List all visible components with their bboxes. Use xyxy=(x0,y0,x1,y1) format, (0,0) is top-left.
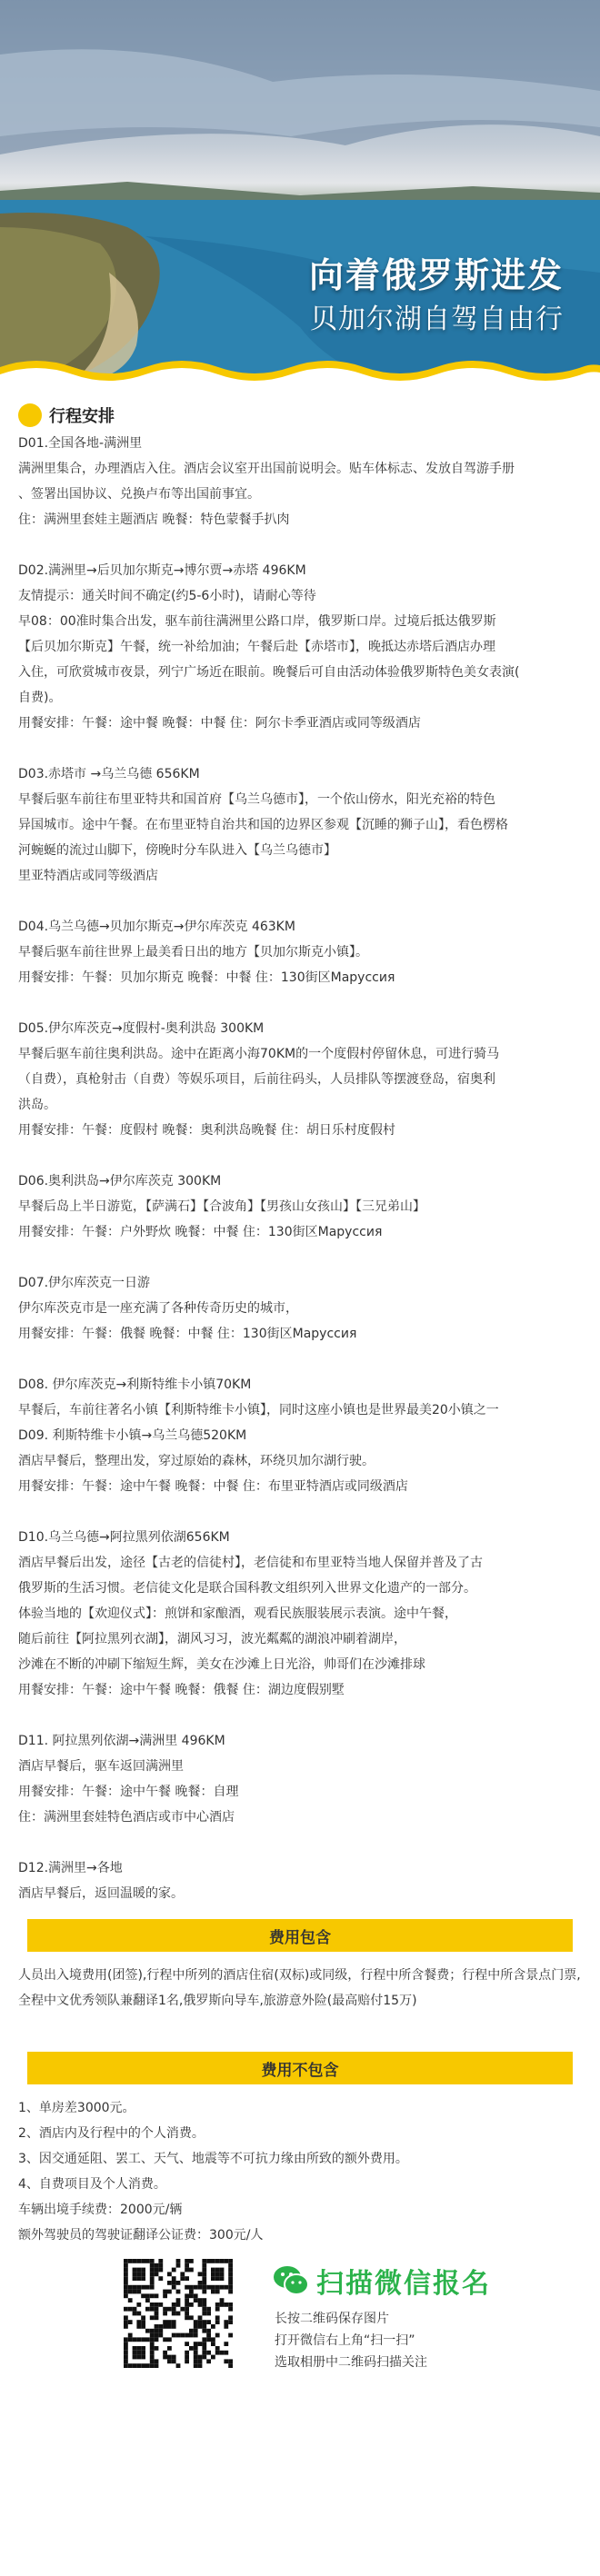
itinerary-line: 沙滩在不断的冲刷下缩短生辉，美女在沙滩上日光浴，帅哥们在沙滩排球 xyxy=(18,1657,425,1672)
itinerary-heading: 行程安排 xyxy=(49,407,115,426)
itinerary-line: 用餐安排：午餐：度假村 晚餐：奥利洪岛晚餐 住：胡日乐村度假村 xyxy=(18,1123,395,1138)
included-text: 人员出入境费用(团签),行程中所列的酒店住宿(双标)或同级，行程中所含餐费；行程中所含景点门票,全程中文优秀领队兼翻译1名,俄罗斯向导车,旅游意外险(最高赔付15万) xyxy=(18,1968,581,2008)
itinerary-line: 俄罗斯的生活习惯。老信徒文化是联合国科教文组织列入世界文化遗产的一部分。 xyxy=(18,1581,476,1596)
itinerary-line: 用餐安排：午餐：途中午餐 晚餐：俄餐 住：湖边度假别墅 xyxy=(18,1683,345,1697)
excluded-line: 3、因交通延阻、罢工、天气、地震等不可抗力缘由所致的额外费用。 xyxy=(18,2152,408,2166)
itinerary-line: 、签署出国协议、兑换卢布等出国前事宜。 xyxy=(18,487,260,502)
wechat-signup-text: 扫描微信报名 xyxy=(316,2268,491,2300)
excluded-line: 1、单房差3000元。 xyxy=(18,2101,135,2115)
itinerary-line: 洪岛。 xyxy=(18,1098,56,1112)
itinerary-line: 住：满洲里套娃主题酒店 晚餐：特色蒙餐手扒肉 xyxy=(18,512,290,527)
itinerary-line: 酒店早餐后，整理出发，穿过原始的森林，环绕贝加尔湖行驶。 xyxy=(18,1454,375,1468)
itinerary-line: 体验当地的【欢迎仪式】：煎饼和家酿酒，观看民族服装展示表演。途中午餐， xyxy=(18,1606,457,1621)
itinerary-line xyxy=(18,532,582,558)
bullet-dot-icon xyxy=(18,403,42,427)
itinerary-line: 早餐后驱车前往奥利洪岛。途中在距离小海70KM的一个度假村停留休息，可进行骑马 xyxy=(18,1047,500,1061)
itinerary-line: 酒店早餐后，驱车返回满洲里 xyxy=(18,1759,184,1774)
itinerary-line xyxy=(18,736,582,761)
itinerary-line xyxy=(18,889,582,914)
itinerary-line: 酒店早餐后出发，途径【古老的信徒村】，老信徒和布里亚特当地人保留并普及了古 xyxy=(18,1556,483,1570)
itinerary-line xyxy=(18,1703,582,1728)
itinerary-line: D03.赤塔市 →乌兰乌德 656KM xyxy=(18,767,200,781)
itinerary-line: 【后贝加尔斯克】午餐，统一补给加油；午餐后赴【赤塔市】，晚抵达赤塔后酒店办理 xyxy=(18,640,495,654)
itinerary-line xyxy=(18,1245,582,1270)
itinerary-line: 用餐安排：午餐：户外野炊 晚餐：中餐 住：130街区Маруссия xyxy=(18,1225,383,1239)
itinerary-line: 伊尔库茨克市是一座充满了各种传奇历史的城市， xyxy=(18,1301,298,1316)
itinerary-line: 随后前往【阿拉黑列衣湖】，湖风习习，波光粼粼的湖浪冲刷着湖岸， xyxy=(18,1632,406,1646)
itinerary-line: 河蜿蜒的流过山脚下，傍晚时分车队进入【乌兰乌德市】 xyxy=(18,843,336,858)
itinerary-line: 酒店早餐后，返回温暖的家。 xyxy=(18,1886,184,1901)
qr-instructions xyxy=(275,2308,427,2373)
itinerary-line: 用餐安排：午餐：俄餐 晚餐：中餐 住：130街区Маруссия xyxy=(18,1327,357,1341)
itinerary-line: D11. 阿拉黑列依湖→满洲里 496KM xyxy=(18,1734,225,1748)
itinerary-line: D10.乌兰乌德→阿拉黑列依湖656KM xyxy=(18,1530,230,1545)
itinerary-line: 早餐后驱车前往世界上最美看日出的地方【贝加尔斯克小镇】。 xyxy=(18,945,368,960)
hero-title: 向着俄罗斯进发 xyxy=(308,255,564,295)
itinerary-line xyxy=(18,1830,582,1855)
qr-step-3: 选取相册中二维码扫描关注 xyxy=(275,2355,427,2370)
itinerary-line: （自费），真枪射击（自费）等娱乐项目，后前往码头，人员排队等摆渡登岛，宿奥利 xyxy=(18,1072,495,1087)
qr-step-1: 长按二维码保存图片 xyxy=(275,2312,389,2326)
itinerary-line: 友情提示：通关时间不确定(约5-6小时)，请耐心等待 xyxy=(18,589,316,603)
excluded-line: 4、自费项目及个人消费。 xyxy=(18,2177,166,2192)
qr-code-image[interactable] xyxy=(124,2259,233,2368)
itinerary-line: 用餐安排：午餐：途中午餐 晚餐：自理 xyxy=(18,1785,239,1799)
hero-subtitle: 贝加尔湖自驾自由行 xyxy=(310,303,564,335)
itinerary-line: 用餐安排：午餐：途中餐 晚餐：中餐 住：阿尔卡季亚酒店或同等级酒店 xyxy=(18,716,421,731)
itinerary-line: D05.伊尔库茨克→度假村-奥利洪岛 300KM xyxy=(18,1021,265,1036)
itinerary-line: 自费)。 xyxy=(18,691,62,705)
itinerary-line: 用餐安排：午餐：途中午餐 晚餐：中餐 住：布里亚特酒店或同级酒店 xyxy=(18,1479,408,1494)
itinerary-line: D06.奥利洪岛→伊尔库茨克 300KM xyxy=(18,1174,222,1189)
itinerary-line: D04.乌兰乌德→贝加尔斯克→伊尔库茨克 463KM xyxy=(18,920,295,934)
itinerary-line xyxy=(18,1143,582,1169)
itinerary-line xyxy=(18,990,582,1016)
itinerary-line: 满洲里集合，办理酒店入住。酒店会议室开出国前说明会。贴车体标志、发放自驾游手册 xyxy=(18,462,515,476)
itinerary-line: D01.全国各地-满洲里 xyxy=(18,436,143,451)
itinerary-line: D09. 利斯特维卡小镇→乌兰乌德520KM xyxy=(18,1428,247,1443)
itinerary-line: 早餐后，车前往著名小镇【利斯特维卡小镇】，同时这座小镇也是世界最美20小镇之一 xyxy=(18,1403,499,1417)
qr-signup-section xyxy=(18,2253,582,2408)
itinerary-line: 早08：00准时集合出发，驱车前往满洲里公路口岸，俄罗斯口岸。过境后抵达俄罗斯 xyxy=(18,614,496,629)
wechat-signup-title xyxy=(273,2261,491,2301)
hero-banner xyxy=(0,0,600,382)
itinerary-line: 里亚特酒店或同等级酒店 xyxy=(18,869,158,883)
itinerary-line: 住：满洲里套娃特色酒店或市中心酒店 xyxy=(18,1810,235,1825)
qr-code-icon xyxy=(124,2259,233,2368)
itinerary-header xyxy=(18,400,582,431)
itinerary-line: D07.伊尔库茨克一日游 xyxy=(18,1276,151,1290)
itinerary-line: D02.满洲里→后贝加尔斯克→博尔贾→赤塔 496KM xyxy=(18,563,306,578)
itinerary-section xyxy=(0,400,600,2408)
itinerary-line: D08. 伊尔库茨克→利斯特维卡小镇70KM xyxy=(18,1378,252,1392)
itinerary-line: 早餐后岛上半日游览，【萨满石】【合波角】【男孩山女孩山】【三兄弟山】 xyxy=(18,1199,425,1214)
excluded-line: 额外驾驶员的驾驶证翻译公证费：300元/人 xyxy=(18,2228,264,2243)
itinerary-line: 早餐后驱车前往布里亚特共和国首府【乌兰乌德市】，一个依山傍水，阳光充裕的特色 xyxy=(18,792,495,807)
included-banner: 费用包含 xyxy=(27,1919,573,1952)
excluded-line: 车辆出境手续费：2000元/辆 xyxy=(18,2203,183,2217)
itinerary-lines xyxy=(18,431,582,1906)
itinerary-line: D12.满洲里→各地 xyxy=(18,1861,123,1875)
itinerary-line: 异国城市。途中午餐。在布里亚特自治共和国的边界区参观【沉睡的狮子山】，看色楞格 xyxy=(18,818,508,832)
itinerary-line xyxy=(18,1499,582,1525)
itinerary-line xyxy=(18,1347,582,1372)
excluded-lines xyxy=(18,2095,582,2248)
excluded-banner: 费用不包含 xyxy=(27,2052,573,2084)
wechat-icon xyxy=(273,2264,309,2297)
itinerary-line: 用餐安排：午餐：贝加尔斯克 晚餐：中餐 住：130街区Маруссия xyxy=(18,970,395,985)
itinerary-line: 入住，可欣赏城市夜景，列宁广场近在眼前。晚餐后可自由活动体验俄罗斯特色美女表演( xyxy=(18,665,520,680)
qr-step-2: 打开微信右上角“扫一扫” xyxy=(275,2333,415,2348)
excluded-line: 2、酒店内及行程中的个人消费。 xyxy=(18,2126,205,2141)
